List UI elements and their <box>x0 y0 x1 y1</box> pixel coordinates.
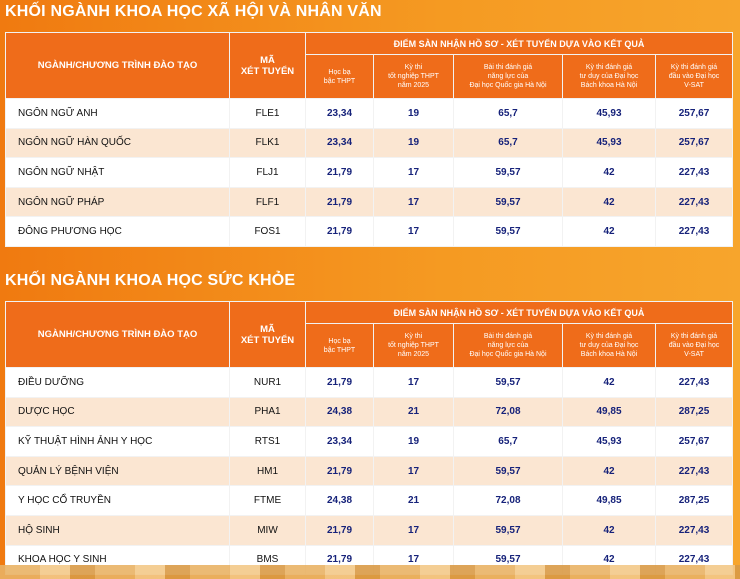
transcript-score-cell: 21,79 <box>306 515 374 545</box>
vsat-exam-score-cell: 227,43 <box>656 545 733 575</box>
vnu-exam-score-cell: 59,57 <box>454 217 563 247</box>
vnu-exam-score-cell: 65,7 <box>454 128 563 158</box>
hust-exam-score-cell: 49,85 <box>563 486 656 516</box>
program-code-cell: FTME <box>230 486 306 516</box>
header-hust-exam: Kỳ thi đánh giá tư duy của Đại học Bách khoa Hà Nội <box>563 324 656 368</box>
transcript-score-cell: 23,34 <box>306 128 374 158</box>
program-name-cell: QUẢN LÝ BỆNH VIỆN <box>6 456 230 486</box>
program-name-cell: NGÔN NGỮ PHÁP <box>6 187 230 217</box>
graduation-exam-score-cell: 19 <box>374 427 454 457</box>
header-hust-exam: Kỳ thi đánh giá tư duy của Đại học Bách khoa Hà Nội <box>563 55 656 99</box>
vnu-exam-score-cell: 65,7 <box>454 427 563 457</box>
program-name-cell: NGÔN NGỮ HÀN QUỐC <box>6 128 230 158</box>
hust-exam-score-cell: 42 <box>563 158 656 188</box>
program-name-cell: DƯỢC HỌC <box>6 397 230 427</box>
vsat-exam-score-cell: 227,43 <box>656 187 733 217</box>
vsat-exam-score-cell: 227,43 <box>656 368 733 398</box>
vsat-exam-score-cell: 257,67 <box>656 128 733 158</box>
program-code-cell: FLE1 <box>230 99 306 129</box>
program-code-cell: FLJ1 <box>230 158 306 188</box>
header-vsat-exam: Kỳ thi đánh giá đầu vào Đại học V-SAT <box>656 324 733 368</box>
vnu-exam-score-cell: 59,57 <box>454 158 563 188</box>
hust-exam-score-cell: 42 <box>563 515 656 545</box>
header-graduation-exam: Kỳ thi tốt nghiệp THPT năm 2025 <box>374 55 454 99</box>
section-title: KHỐI NGÀNH KHOA HỌC SỨC KHỎE <box>5 272 296 289</box>
graduation-exam-score-cell: 17 <box>374 158 454 188</box>
program-name-cell: KỸ THUẬT HÌNH ẢNH Y HỌC <box>6 427 230 457</box>
header-graduation-exam: Kỳ thi tốt nghiệp THPT năm 2025 <box>374 324 454 368</box>
program-code-cell: FLK1 <box>230 128 306 158</box>
graduation-exam-score-cell: 17 <box>374 515 454 545</box>
program-code-cell: FOS1 <box>230 217 306 247</box>
transcript-score-cell: 21,79 <box>306 217 374 247</box>
program-name-cell: Y HỌC CỔ TRUYỀN <box>6 486 230 516</box>
hust-exam-score-cell: 45,93 <box>563 128 656 158</box>
header-vnu-exam: Bài thi đánh giá năng lực của Đại học Quốc gia Hà Nội <box>454 55 563 99</box>
transcript-score-cell: 21,79 <box>306 187 374 217</box>
program-name-cell: NGÔN NGỮ ANH <box>6 99 230 129</box>
section-title: KHỐI NGÀNH KHOA HỌC XÃ HỘI VÀ NHÂN VĂN <box>5 3 382 20</box>
header-vsat-exam: Kỳ thi đánh giá đầu vào Đại học V-SAT <box>656 55 733 99</box>
header-vnu-exam: Bài thi đánh giá năng lực của Đại học Quốc gia Hà Nội <box>454 324 563 368</box>
transcript-score-cell: 24,38 <box>306 397 374 427</box>
table-row <box>6 217 733 247</box>
transcript-score-cell: 23,34 <box>306 427 374 457</box>
program-name-cell: HỘ SINH <box>6 515 230 545</box>
hust-exam-score-cell: 42 <box>563 545 656 575</box>
transcript-score-cell: 24,38 <box>306 486 374 516</box>
transcript-score-cell: 21,79 <box>306 545 374 575</box>
hust-exam-score-cell: 45,93 <box>563 427 656 457</box>
vsat-exam-score-cell: 257,67 <box>656 427 733 457</box>
table-row <box>6 515 733 545</box>
vsat-exam-score-cell: 287,25 <box>656 397 733 427</box>
program-code-cell: BMS <box>230 545 306 575</box>
transcript-score-cell: 21,79 <box>306 368 374 398</box>
header-transcript: Học bạ bậc THPT <box>306 55 374 99</box>
score-table <box>5 32 733 247</box>
vnu-exam-score-cell: 72,08 <box>454 486 563 516</box>
header-score-group: ĐIỂM SÀN NHẬN HỒ SƠ - XÉT TUYỂN DỰA VÀO KẾT QUẢ <box>306 33 733 55</box>
hust-exam-score-cell: 42 <box>563 368 656 398</box>
graduation-exam-score-cell: 21 <box>374 397 454 427</box>
vnu-exam-score-cell: 59,57 <box>454 545 563 575</box>
header-program: NGÀNH/CHƯƠNG TRÌNH ĐÀO TẠO <box>6 33 230 99</box>
program-name-cell: ĐÔNG PHƯƠNG HỌC <box>6 217 230 247</box>
vsat-exam-score-cell: 227,43 <box>656 158 733 188</box>
table-row <box>6 427 733 457</box>
vsat-exam-score-cell: 287,25 <box>656 486 733 516</box>
program-code-cell: NUR1 <box>230 368 306 398</box>
header-program: NGÀNH/CHƯƠNG TRÌNH ĐÀO TẠO <box>6 302 230 368</box>
graduation-exam-score-cell: 17 <box>374 187 454 217</box>
vnu-exam-score-cell: 59,57 <box>454 368 563 398</box>
graduation-exam-score-cell: 21 <box>374 486 454 516</box>
hust-exam-score-cell: 42 <box>563 187 656 217</box>
vsat-exam-score-cell: 227,43 <box>656 456 733 486</box>
hust-exam-score-cell: 49,85 <box>563 397 656 427</box>
table-row <box>6 99 733 129</box>
table-row <box>6 486 733 516</box>
vnu-exam-score-cell: 72,08 <box>454 397 563 427</box>
table-row <box>6 158 733 188</box>
header-transcript: Học bạ bậc THPT <box>306 324 374 368</box>
table-row <box>6 187 733 217</box>
program-name-cell: ĐIỀU DƯỠNG <box>6 368 230 398</box>
program-code-cell: HM1 <box>230 456 306 486</box>
score-table <box>5 301 733 575</box>
graduation-exam-score-cell: 19 <box>374 99 454 129</box>
program-code-cell: RTS1 <box>230 427 306 457</box>
hust-exam-score-cell: 42 <box>563 456 656 486</box>
program-code-cell: MIW <box>230 515 306 545</box>
header-code: MÃ XÉT TUYỂN <box>230 302 306 368</box>
graduation-exam-score-cell: 17 <box>374 456 454 486</box>
vsat-exam-score-cell: 227,43 <box>656 515 733 545</box>
program-code-cell: PHA1 <box>230 397 306 427</box>
table-row <box>6 456 733 486</box>
table-row <box>6 397 733 427</box>
vnu-exam-score-cell: 59,57 <box>454 187 563 217</box>
hust-exam-score-cell: 42 <box>563 217 656 247</box>
vsat-exam-score-cell: 227,43 <box>656 217 733 247</box>
transcript-score-cell: 21,79 <box>306 456 374 486</box>
vnu-exam-score-cell: 59,57 <box>454 456 563 486</box>
program-name-cell: NGÔN NGỮ NHẬT <box>6 158 230 188</box>
vsat-exam-score-cell: 257,67 <box>656 99 733 129</box>
graduation-exam-score-cell: 17 <box>374 368 454 398</box>
graduation-exam-score-cell: 17 <box>374 217 454 247</box>
graduation-exam-score-cell: 17 <box>374 545 454 575</box>
program-name-cell: KHOA HỌC Y SINH <box>6 545 230 575</box>
hust-exam-score-cell: 45,93 <box>563 99 656 129</box>
transcript-score-cell: 21,79 <box>306 158 374 188</box>
program-code-cell: FLF1 <box>230 187 306 217</box>
vnu-exam-score-cell: 59,57 <box>454 515 563 545</box>
table-row <box>6 368 733 398</box>
header-score-group: ĐIỂM SÀN NHẬN HỒ SƠ - XÉT TUYỂN DỰA VÀO KẾT QUẢ <box>306 302 733 324</box>
decorative-footer-strip <box>0 565 740 579</box>
header-code: MÃ XÉT TUYỂN <box>230 33 306 99</box>
vnu-exam-score-cell: 65,7 <box>454 99 563 129</box>
table-row <box>6 128 733 158</box>
graduation-exam-score-cell: 19 <box>374 128 454 158</box>
transcript-score-cell: 23,34 <box>306 99 374 129</box>
